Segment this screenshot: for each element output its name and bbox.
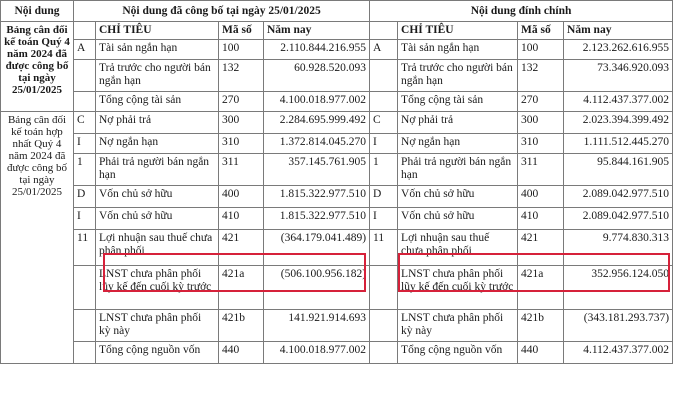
table-row: LNST chưa phân phối lũy kế đến cuối kỳ trước 421a (506.100.956.182) LNST chưa phân phối lũy kế đến cuối kỳ trước 421a 352.956.124.050 [1,266,673,310]
header-noi-dung: Nội dung [1,1,74,22]
table-row: Tổng cộng nguồn vốn 440 4.100.018.977.002 Tổng cộng nguồn vốn 440 4.112.437.377.002 [1,342,673,364]
table-row: Trả trước cho người bán ngắn hạn 132 60.928.520.093 Trả trước cho người bán ngắn hạn 132 73.346.920.093 [1,60,673,92]
table-row: A Tài sản ngắn hạn 100 2.110.844.216.955 A Tài sản ngắn hạn 100 2.123.262.616.955 [1,40,673,60]
subheader-chi-tieu-2: CHỈ TIÊU [398,22,518,40]
subheader-nam-nay-2: Năm nay [564,22,673,40]
table-row: I Vốn chủ sở hữu 410 1.815.322.977.510 I Vốn chủ sở hữu 410 2.089.042.977.510 [1,208,673,230]
subheader-chi-tieu: CHỈ TIÊU [96,22,219,40]
table-row: Tổng cộng tài sản 270 4.100.018.977.002 Tổng cộng tài sản 270 4.112.437.377.002 [1,92,673,112]
table-row: 1 Phải trả người bán ngắn hạn 311 357.145.761.905 1 Phải trả người bán ngắn hạn 311 95.844.161.905 [1,154,673,186]
table-row: Bảng cân đối kế toán hợp nhất Quý 4 năm 2024 đã được công bố tại ngày 25/01/2025 C Nợ phải trả 300 2.284.695.999.492 C Nợ phải trả 300 2.023.394.399.492 [1,112,673,134]
table-row-highlighted: 11 Lợi nhuận sau thuế chưa phân phối 421 (364.179.041.489) 11 Lợi nhuận sau thuế chưa phân phối 421 9.774.830.313 [1,230,673,266]
header-corrected: Nội dung đính chính [370,1,673,22]
group-consolidated-label: Bảng cân đối kế toán hợp nhất Quý 4 năm 2024 đã được công bố tại ngày 25/01/2025 [1,112,74,364]
table-row: D Vốn chủ sở hữu 400 1.815.322.977.510 D Vốn chủ sở hữu 400 2.089.042.977.510 [1,186,673,208]
subheader-ma-so: Mã số [219,22,264,40]
subheader-ma-so-2: Mã số [518,22,564,40]
group-quarterly-label: Bảng cân đối kế toán Quý 4 năm 2024 đã được công bố tại ngày 25/01/2025 [1,22,74,112]
header-published: Nội dung đã công bố tại ngày 25/01/2025 [74,1,370,22]
table-row: I Nợ ngắn hạn 310 1.372.814.045.270 I Nợ ngắn hạn 310 1.111.512.445.270 [1,134,673,154]
subheader-nam-nay: Năm nay [264,22,370,40]
table-row: LNST chưa phân phối kỳ này 421b 141.921.914.693 LNST chưa phân phối kỳ này 421b (343.181.293.737) [1,310,673,342]
